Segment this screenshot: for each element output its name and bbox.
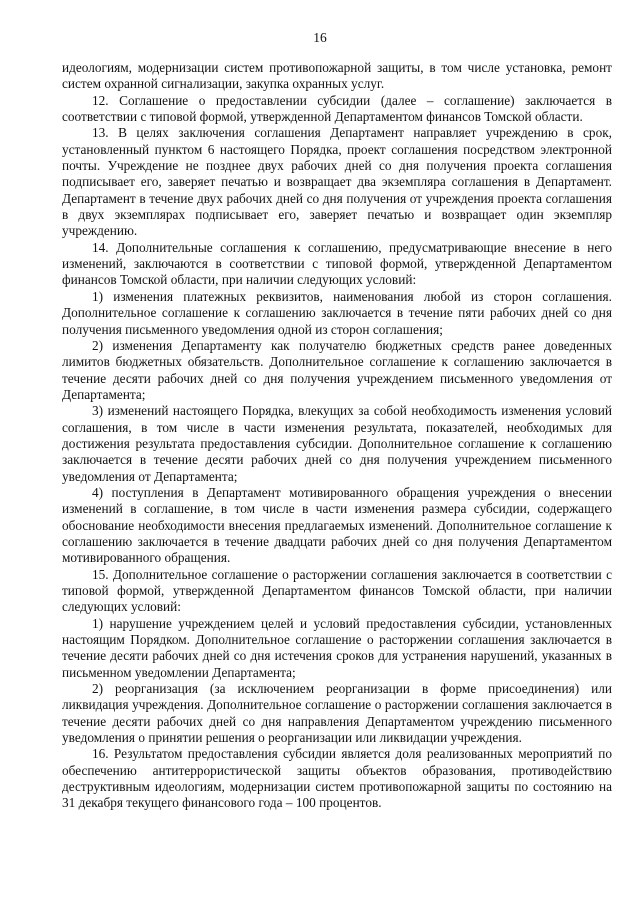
page-number: 16 bbox=[313, 30, 327, 45]
paragraph-item-12: 12. Соглашение о предоставлении субсидии (далее – соглашение) заключается в соответствии с типовой формой, утвержденной Департаментом финансов Томской области. bbox=[62, 92, 612, 125]
paragraph-continuation: идеологиям, модернизации систем противопожарной защиты, в том числе установка, ремонт систем охранной сигнализации, закупка охранных услуг. bbox=[62, 60, 612, 92]
paragraph-item-14-sub-2: 2) изменения Департаменту как получателю бюджетных средств ранее доведенных лимитов бюджетных обязательств. Дополнительное соглашение к соглашению заключается в течение десяти рабочих дней со дня получения учреждением письменного уведомления от Департамента; bbox=[62, 337, 612, 402]
paragraph-item-13: 13. В целях заключения соглашения Департамент направляет учреждению в срок, установленный пунктом 6 настоящего Порядка, проект соглашения посредством электронной почты. Учреждение не позднее двух рабочих дней со дня получения проекта соглашения подписывает его, заверяет печатью и возвращает два экземпляра соглашения в Департамент. Департамент в течение двух рабочих дней со дня получения от учреждения проекта соглашения в двух экземплярах подписывает его, заверяет печатью и возвращает один экземпляр учреждению. bbox=[62, 125, 612, 239]
paragraph-item-14-sub-3: 3) изменений настоящего Порядка, влекущих за собой необходимость изменения условий соглашения, в том числе в части изменения результата, показателей, необходимых для достижения результата предоставления субсидии. Дополнительное соглашение к соглашению заключается в течение десяти рабочих дней со дня получения учреждением письменного уведомления от Департамента; bbox=[62, 403, 612, 484]
paragraph-item-15-sub-2: 2) реорганизация (за исключением реорганизации в форме присоединения) или ликвидация учреждения. Дополнительное соглашение о расторжении соглашения заключается в течение десяти рабочих дней со дня направления Департаментом учреждению письменного уведомления о принятии решения о реорганизации или ликвидации учреждения. bbox=[62, 681, 612, 746]
paragraph-item-15-sub-1: 1) нарушение учреждением целей и условий предоставления субсидии, установленных настоящим Порядком. Дополнительное соглашение о расторжении соглашения заключается в течение десяти рабочих дней со дня истечения сроков для устранения нарушений, указанных в письменном уведомлении Департамента; bbox=[62, 615, 612, 680]
document-body bbox=[62, 60, 612, 812]
paragraph-item-16: 16. Результатом предоставления субсидии является доля реализованных мероприятий по обеспечению антитеррористической защиты объектов образования, противодействию деструктивным идеологиям, модернизации систем противопожарной защиты по состоянию на 31 декабря текущего финансового года – 100 процентов. bbox=[62, 746, 612, 811]
paragraph-item-15: 15. Дополнительное соглашение о расторжении соглашения заключается в соответствии с типовой формой, утвержденной Департаментом финансов Томской области, при наличии следующих условий: bbox=[62, 566, 612, 615]
paragraph-item-14-sub-1: 1) изменения платежных реквизитов, наименования любой из сторон соглашения. Дополнительное соглашение к соглашению заключается в течение пяти рабочих дней со дня получения письменного уведомления одной из сторон соглашения; bbox=[62, 288, 612, 337]
paragraph-item-14: 14. Дополнительные соглашения к соглашению, предусматривающие внесение в него изменений, заключаются в соответствии с типовой формой, утвержденной Департаментом финансов Томской области, при наличии следующих условий: bbox=[62, 239, 612, 288]
paragraph-item-14-sub-4: 4) поступления в Департамент мотивированного обращения учреждения о внесении изменений в соглашение, в том числе в части изменения размера субсидии, содержащего обоснование необходимости внесения предлагаемых изменений. Дополнительное соглашение к соглашению заключается в течение двадцати рабочих дней со дня получения Департаментом мотивированного обращения. bbox=[62, 484, 612, 566]
